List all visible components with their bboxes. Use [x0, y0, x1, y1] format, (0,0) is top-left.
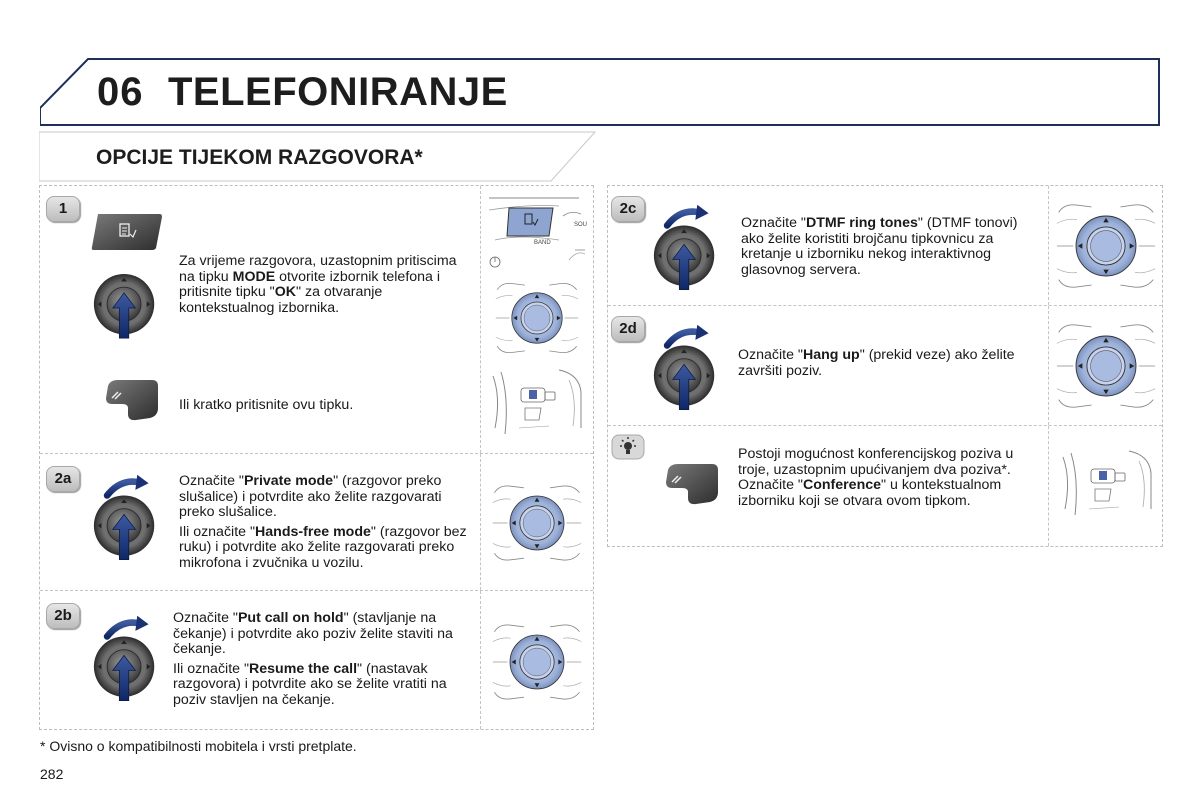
- radio-panel-illustration: [1054, 316, 1158, 416]
- step-badge: 2a: [46, 466, 80, 492]
- step-1-illustrations: [480, 186, 593, 453]
- step-2d-instruction: Označite "Hang up" (prekid veze) ako želite završiti poziv.: [738, 347, 1015, 379]
- step-2c-instruction: Označite "DTMF ring tones" (DTMF tonovi) ako želite koristiti brojčanu tipkovnicu za kretanje u izborniku nekog interaktivnog glasovnog servera.: [741, 215, 1018, 278]
- conference-tip: [608, 426, 1162, 546]
- right-steps-panel: [607, 185, 1163, 547]
- step-badge: 2b: [46, 603, 80, 629]
- rotary-knob-turn-icon: [92, 472, 158, 568]
- chapter-header: [40, 58, 1161, 126]
- step-2b-instruction: Označite "Put call on hold" (stavljanje na čekanje) i potvrdite ako poziv želite staviti na čekanje. Ili označite "Resume the call" (nastavak razgovora) i potvrdite ako se želite vratiti na poziv stavljen na čekanje.: [173, 610, 453, 708]
- radio-panel-illustration: [1054, 196, 1158, 296]
- chapter-title: TELEFONIRANJE: [168, 70, 508, 114]
- conference-tip-text: Postoji mogućnost konferencijskog poziva u troje, uzastopnim upućivanjem dva poziva*. Označite "Conference" u kontekstualnom izborniku koji se otvara ovom tipkom.: [738, 446, 1014, 509]
- mode-button-icon: [90, 212, 164, 252]
- lightbulb-tip-icon: [611, 434, 645, 460]
- step-2d: [608, 306, 1162, 426]
- sou-label: SOU: [574, 222, 588, 228]
- src-steering-button-icon: [102, 378, 162, 422]
- step-2a-illustration: [480, 454, 593, 590]
- step-2c-illustration: [1048, 186, 1162, 305]
- step-1-instruction: Za vrijeme razgovora, uzastopnim pritiscima na tipku MODE otvorite izbornik telefona i pritisnite tipku "OK" za otvaranje kontekstualnog izbornika.: [179, 253, 457, 316]
- step-1-alternative: Ili kratko pritisnite ovu tipku.: [179, 397, 354, 413]
- step-2b-illustration: [480, 591, 593, 729]
- src-steering-button-icon: [662, 462, 722, 506]
- step-2a: [40, 454, 593, 591]
- steering-wheel-illustration: [1059, 446, 1155, 522]
- left-steps-panel: [39, 185, 594, 730]
- radio-panel-illustration: [485, 617, 589, 707]
- step-badge: 1: [46, 196, 80, 222]
- step-1: [40, 186, 593, 454]
- step-badge: 2c: [611, 196, 645, 222]
- radio-panel-illustration: [485, 276, 589, 360]
- section-header: [39, 131, 597, 183]
- footnote: * Ovisno o kompatibilnosti mobitela i vrsti pretplate.: [40, 738, 357, 754]
- band-label: BAND: [534, 240, 551, 246]
- rotary-knob-turn-icon: [92, 613, 158, 709]
- page-number: 282: [40, 766, 64, 782]
- rotary-knob-push-icon: [92, 264, 158, 350]
- radio-panel-illustration: [485, 478, 589, 568]
- step-badge: 2d: [611, 316, 645, 342]
- step-2c: [608, 186, 1162, 306]
- conference-tip-illustration: [1048, 426, 1162, 546]
- section-title: OPCIJE TIJEKOM RAZGOVORA*: [96, 146, 423, 169]
- steering-wheel-illustration: [489, 368, 585, 438]
- step-2a-instruction: Označite "Private mode" (razgovor preko slušalice) i potvrdite ako želite razgovarati preko slušalice. Ili označite "Hands-free mode" (razgovor bez ruku) i potvrdite ako želite razgovarati preko mikrofona i zvučnika u vozilu.: [179, 473, 467, 571]
- step-2d-illustration: [1048, 306, 1162, 425]
- front-panel-illustration: [489, 190, 589, 274]
- rotary-knob-turn-icon: [652, 322, 718, 418]
- rotary-knob-turn-icon: [652, 202, 718, 298]
- chapter-number: 06: [97, 70, 144, 114]
- step-2b: [40, 591, 593, 729]
